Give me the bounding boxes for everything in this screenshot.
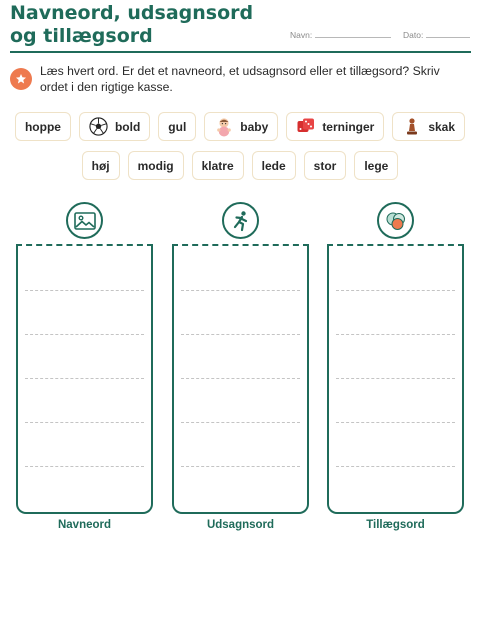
word-chip-gul[interactable] xyxy=(158,112,196,141)
word-chip-hoj[interactable] xyxy=(82,151,120,180)
word-label: lede xyxy=(261,158,286,173)
column-label: Tillægsord xyxy=(366,519,425,531)
name-field[interactable] xyxy=(290,30,391,40)
writing-line xyxy=(181,334,300,335)
chess-pawn-icon xyxy=(402,117,422,137)
word-chip-skak[interactable] xyxy=(392,112,465,141)
word-label: skak xyxy=(428,119,456,134)
color-circles-icon xyxy=(377,202,414,239)
word-chip-terninger[interactable] xyxy=(286,112,384,141)
word-label: bold xyxy=(114,119,141,134)
date-field[interactable] xyxy=(403,30,470,40)
word-label: klatre xyxy=(201,158,234,173)
writing-line xyxy=(181,290,300,291)
writing-line xyxy=(181,466,300,467)
answer-box-navneord[interactable] xyxy=(16,244,153,514)
answer-box-udsagnsord[interactable] xyxy=(172,244,309,514)
name-label: Navn: xyxy=(290,30,313,40)
word-chip-lede[interactable] xyxy=(252,151,296,180)
word-bank-row-2 xyxy=(0,151,480,180)
writing-line xyxy=(181,422,300,423)
word-label: gul xyxy=(168,119,187,134)
writing-line xyxy=(25,466,144,467)
word-label: baby xyxy=(240,119,269,134)
word-label: modig xyxy=(137,158,174,173)
word-chip-klatre[interactable] xyxy=(192,151,244,180)
running-person-icon xyxy=(222,202,259,239)
word-chip-stor[interactable] xyxy=(304,151,347,180)
writing-line xyxy=(25,378,144,379)
writing-line xyxy=(181,378,300,379)
word-bank-row-1 xyxy=(0,112,480,141)
header-rule xyxy=(10,51,471,53)
worksheet-title: Navneord, udsagnsord og tillægsord xyxy=(10,2,254,47)
name-line[interactable] xyxy=(315,30,391,38)
answer-box-tillaegsord[interactable] xyxy=(327,244,464,514)
dice-icon xyxy=(296,117,316,137)
writing-line xyxy=(25,334,144,335)
word-chip-hoppe[interactable] xyxy=(15,112,71,141)
star-icon xyxy=(10,68,32,90)
word-chip-bold[interactable] xyxy=(79,112,150,141)
column-label: Udsagnsord xyxy=(206,519,275,531)
word-chip-modig[interactable] xyxy=(128,151,184,180)
writing-line xyxy=(336,422,455,423)
word-label: stor xyxy=(313,158,337,173)
word-chip-lege[interactable] xyxy=(354,151,398,180)
word-label: høj xyxy=(91,158,110,173)
instruction-text: Læs hvert ord. Er det et navneord, et udsagnsord eller et tillægsord? Skriv ordet i den rigtige kasse. xyxy=(40,64,440,94)
writing-line xyxy=(336,378,455,379)
word-label: terninger xyxy=(322,119,375,134)
writing-line xyxy=(25,422,144,423)
writing-line xyxy=(336,334,455,335)
word-chip-baby[interactable] xyxy=(204,112,278,141)
word-label: lege xyxy=(364,158,389,173)
soccer-ball-icon xyxy=(89,117,109,137)
word-label: hoppe xyxy=(24,119,61,134)
column-label: Navneord xyxy=(57,519,112,531)
date-label: Dato: xyxy=(403,30,424,40)
date-line[interactable] xyxy=(426,30,470,38)
writing-line xyxy=(336,290,455,291)
writing-line xyxy=(25,290,144,291)
writing-line xyxy=(336,466,455,467)
picture-icon xyxy=(66,202,103,239)
baby-icon xyxy=(214,117,234,137)
